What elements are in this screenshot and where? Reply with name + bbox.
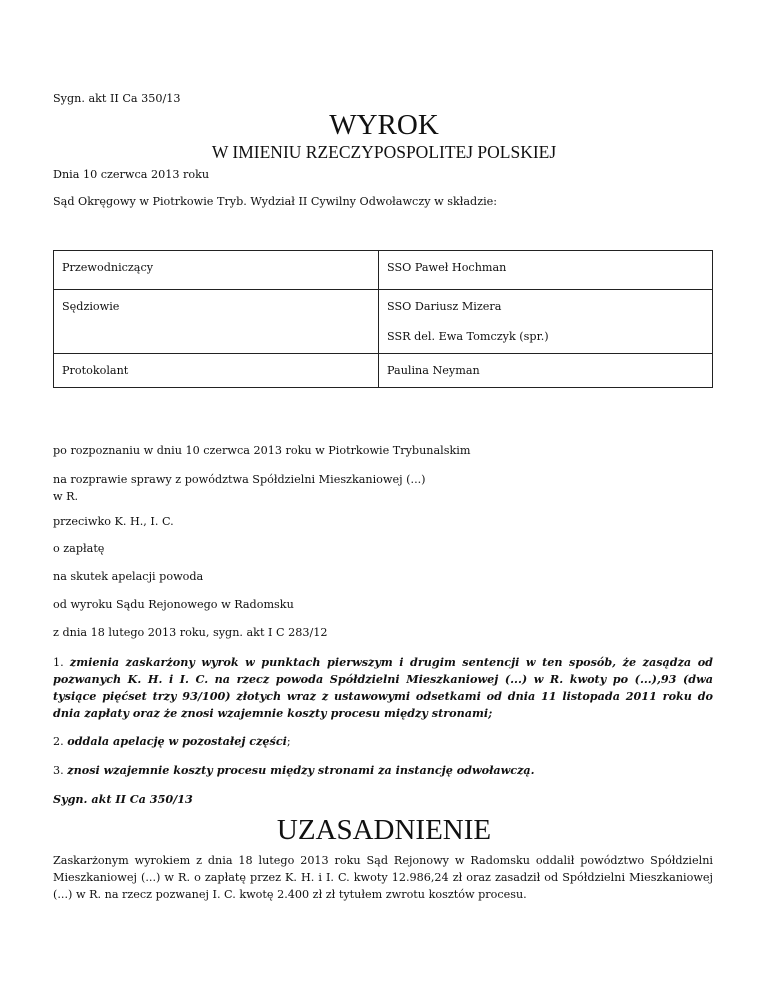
judges-names <box>379 290 713 354</box>
clerk-label: Protokolant <box>54 354 379 388</box>
judge-1-name: SSO Dariusz Mizera <box>387 300 502 313</box>
ruling-item-1 <box>53 654 713 722</box>
judge-2-name: SSR del. Ewa Tomczyk (spr.) <box>387 330 549 343</box>
table-row <box>54 354 713 388</box>
justification-title: UZASADNIENIE <box>276 814 492 846</box>
hearing-line: po rozpoznaniu w dniu 10 czerwca 2013 roku w Piotrkowie Trybunalskim <box>53 444 471 457</box>
defendants-line: przeciwko K. H., I. C. <box>53 515 174 528</box>
justification-text: Zaskarżonym wyrokiem z dnia 18 lutego 2013 roku Sąd Rejonowy w Radomsku oddalił powództwo Spółdzielni Mieszkaniowej (...) w R. o zapłatę przez K. H. i I. C. kwoty 12.986,24 zł oraz zasadził od Spółdzielni Mieszkaniowej (...) w R. na rzecz pozwanej I. C. kwotę 2.400 zł zł tytułem zwrotu kosztów procesu. <box>53 854 713 901</box>
judgment-title: WYROK <box>329 109 439 141</box>
ruling-item-2-number: 2. <box>53 735 64 748</box>
subject-line: o zapłatę <box>53 542 105 555</box>
chair-label: Przewodniczący <box>54 251 379 290</box>
plaintiff-text: na rozprawie sprawy z powództwa Spółdzielni Mieszkaniowej (...) <box>53 473 426 486</box>
ruling-item-2 <box>53 733 713 750</box>
ruling-item-3-text: znosi wzajemnie koszty procesu między stronami za instancję odwoławczą. <box>67 763 535 777</box>
table-row <box>54 251 713 290</box>
clerk-name: Paulina Neyman <box>379 354 713 388</box>
ruling-item-2-text: oddala apelację w pozostałej części <box>67 734 287 748</box>
ruling-item-1-text: zmienia zaskarżony wyrok w punktach pierwszym i drugim sentencji w ten sposób, że zasądza od pozwanych K. H. i I. C. na rzecz powoda Spółdzielni Mieszkaniowej (...) w R. kwoty po (...),93 (dwa tysiące pięćset trzy 93/100) złotych wraz z ustawowymi odsetkami od dnia 11 listopada 2011 roku do dnia zapłaty oraz że znosi wzajemnie koszty procesu między stronami; <box>53 655 713 720</box>
judgment-subtitle: W IMIENIU RZECZYPOSPOLITEJ POLSKIEJ <box>211 142 557 162</box>
case-signature: Sygn. akt II Ca 350/13 <box>53 92 181 105</box>
table-row <box>54 290 713 354</box>
appeal-line: na skutek apelacji powoda <box>53 570 204 583</box>
judgment-date: Dnia 10 czerwca 2013 roku <box>53 168 210 181</box>
lower-court-date-line: z dnia 18 lutego 2013 roku, sygn. akt I C 283/12 <box>53 626 328 639</box>
plaintiff-city: w R. <box>53 490 79 503</box>
case-plaintiff-line <box>53 471 713 505</box>
chair-name: SSO Paweł Hochman <box>379 251 713 290</box>
court-composition-table <box>53 250 713 388</box>
lower-court-line: od wyroku Sądu Rejonowego w Radomsku <box>53 598 294 611</box>
ruling-item-3-number: 3. <box>53 764 64 777</box>
ruling-item-3 <box>53 762 713 779</box>
ruling-item-1-number: 1. <box>53 656 64 669</box>
ruling-item-2-end: ; <box>286 735 291 748</box>
judges-label: Sędziowie <box>54 290 379 354</box>
justification-signature: Sygn. akt II Ca 350/13 <box>53 792 193 806</box>
court-composition-intro: Sąd Okręgowy w Piotrkowie Tryb. Wydział II Cywilny Odwoławczy w składzie: <box>53 195 498 208</box>
